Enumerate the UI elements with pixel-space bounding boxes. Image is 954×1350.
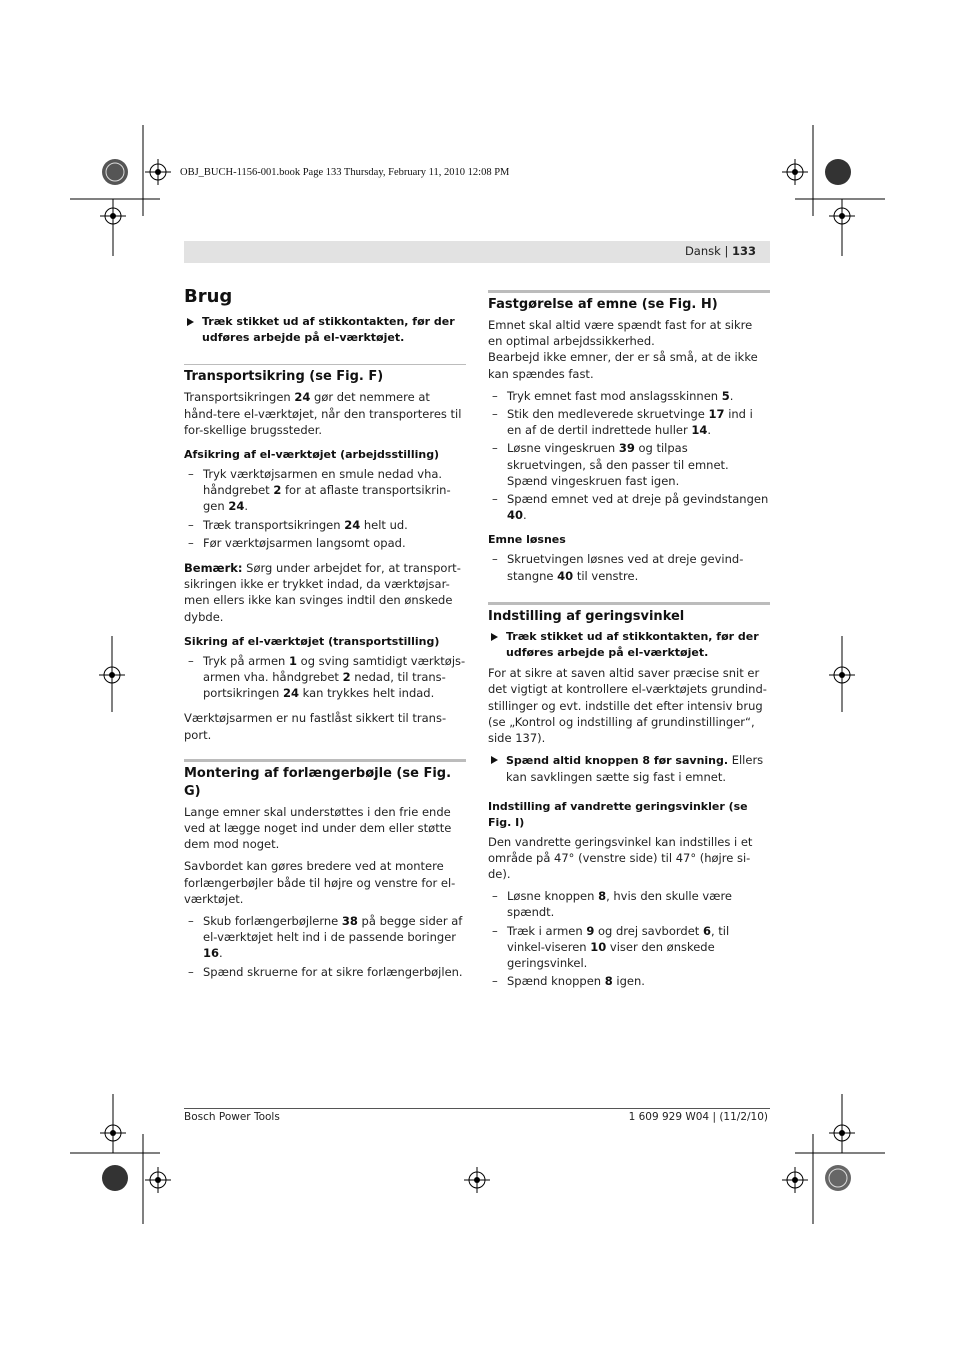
text-run: . xyxy=(729,388,734,403)
step-list xyxy=(488,388,770,524)
footer-doc-number: 1 609 929 W04 | (11/2/10) xyxy=(628,1111,768,1123)
paragraph: Savbordet kan gøres bredere ved at montere forlængerbøjler både til højre og venstre for el-værktøjet. xyxy=(184,859,456,906)
step-list xyxy=(488,888,770,989)
subheading: Emne løsnes xyxy=(488,533,566,547)
text-run: og sving samtidigt værktøjs-armen vha. håndgrebet xyxy=(203,653,466,685)
bold-reference: 9 xyxy=(586,923,595,938)
paragraph xyxy=(184,389,466,438)
text-run: Spænd skruerne for at sikre forlængerbøjlen. xyxy=(203,964,463,979)
text-run: kan trykkes helt indad. xyxy=(298,686,435,701)
dash-bullet: – xyxy=(188,653,194,668)
text-run: . xyxy=(523,508,527,523)
warning-triangle-icon xyxy=(491,756,498,764)
bold-reference: 24 xyxy=(344,517,361,532)
text-run: ind i en af de dertil indrettede huller xyxy=(507,407,753,438)
safety-warning xyxy=(184,314,466,346)
dash-bullet: – xyxy=(188,467,194,482)
bold-reference: 40 xyxy=(507,508,524,523)
section-workpiece-fixing xyxy=(488,290,770,584)
paragraph: Emnet skal altid være spændt fast for at sikre en optimal arbejdssikkerhed. xyxy=(488,318,753,349)
bold-reference: 2 xyxy=(273,483,282,498)
list-item xyxy=(184,517,466,533)
note-paragraph xyxy=(184,560,466,625)
safety-warning xyxy=(488,629,770,661)
footer-rule xyxy=(184,1108,770,1109)
warning-rest-text: Ellers kan savklingen sætte sig fast i emnet. xyxy=(506,753,764,785)
text-run: Transportsikringen xyxy=(184,390,295,405)
footer-brand: Bosch Power Tools xyxy=(184,1111,280,1123)
text-run: igen. xyxy=(612,974,645,989)
list-item xyxy=(184,913,466,962)
list-item xyxy=(184,964,466,980)
page-number: 133 xyxy=(731,244,756,258)
text-run: Før værktøjsarmen langsomt opad. xyxy=(203,535,406,550)
text-run: viser den ønskede geringsvinkel. xyxy=(507,939,715,971)
bold-reference: 40 xyxy=(557,568,574,583)
text-run: , hvis den skulle være spændt. xyxy=(507,889,732,920)
text-run: helt ud. xyxy=(360,517,408,532)
bold-reference: 24 xyxy=(228,499,245,514)
warning-triangle-icon xyxy=(491,633,498,641)
bold-reference: 6 xyxy=(702,923,711,938)
section-transport-lock xyxy=(184,364,466,742)
dash-bullet: – xyxy=(492,407,498,422)
warning-text: Træk stikket ud af stikkontakten, før der udføres arbejde på el-værktøjet. xyxy=(506,629,759,660)
left-column xyxy=(184,284,466,982)
text-run: Løsne knoppen xyxy=(507,889,599,904)
warning-text: Spænd altid knoppen 8 før savning. xyxy=(506,754,729,768)
warning-triangle-icon xyxy=(187,318,194,326)
list-item xyxy=(488,491,770,523)
text-run: til venstre. xyxy=(573,568,639,583)
subheading: Indstilling af vandrette geringsvinkler (se Fig. I) xyxy=(488,799,748,829)
bold-reference: 2 xyxy=(342,670,351,685)
list-item xyxy=(488,406,770,438)
list-item xyxy=(488,388,770,404)
paragraph: Den vandrette geringsvinkel kan indstilles i et område på 47° (venstre side) til 47° (højre si-de). xyxy=(488,834,753,882)
text-run: for at aflaste transportsikrin-gen xyxy=(203,483,451,514)
text-run: . xyxy=(219,946,223,961)
text-run: på begge sider af el-værktøjet helt ind i de passende boringer xyxy=(203,914,463,945)
section-heading: Fastgørelse af emne (se Fig. H) xyxy=(488,297,718,312)
print-info-line: OBJ_BUCH-1156-001.book Page 133 Thursday, February 11, 2010 12:08 PM xyxy=(180,167,510,178)
paragraph: Bearbejd ikke emner, der er så små, at de ikke kan spændes fast. xyxy=(488,350,758,381)
bold-reference: 24 xyxy=(282,686,299,701)
bold-reference: 8 xyxy=(598,889,607,904)
text-run: Træk transportsikringen xyxy=(203,517,345,532)
bold-reference: 14 xyxy=(691,423,708,438)
header-separator: | xyxy=(724,244,729,258)
text-run: Spænd knoppen xyxy=(507,974,605,989)
paragraph: Værktøjsarmen er nu fastlåst sikkert til trans-port. xyxy=(184,711,447,742)
text-run: Stik den medleverede skruetvinge xyxy=(507,407,709,422)
section-heading: Indstilling af geringsvinkel xyxy=(488,608,685,624)
dash-bullet: – xyxy=(492,923,498,938)
step-list xyxy=(184,466,466,551)
bold-reference: 39 xyxy=(618,441,635,456)
text-run: Skub forlængerbøjlerne xyxy=(203,914,342,929)
warning-text: Træk stikket ud af stikkontakten, før der udføres arbejde på el-værktøjet. xyxy=(202,315,455,345)
text-run: Træk i armen xyxy=(507,923,587,938)
bold-reference: 10 xyxy=(590,939,607,954)
text-run: og drej savbordet xyxy=(594,923,703,938)
bold-reference: 16 xyxy=(203,946,220,961)
text-run: , til vinkel-viseren xyxy=(507,923,730,954)
text-run: Tryk på armen xyxy=(203,653,289,668)
subheading: Sikring af el-værktøjet (transportstilling) xyxy=(184,634,440,648)
list-item xyxy=(184,466,466,515)
bold-reference: 24 xyxy=(294,390,311,405)
text-run: . xyxy=(707,423,712,438)
safety-warning xyxy=(488,752,770,786)
step-list xyxy=(488,551,770,583)
page-title: Brug xyxy=(184,286,233,307)
text-run: gør det nemmere at hånd-tere el-værktøjet, når den transporteres til for-skellige brugssteder. xyxy=(184,390,462,437)
dash-bullet: – xyxy=(188,914,194,929)
text-run: Spænd emnet ved at dreje på gevindstangen xyxy=(507,492,769,507)
section-heading: Transportsikring (se Fig. F) xyxy=(184,369,384,385)
dash-bullet: – xyxy=(492,388,498,403)
paragraph: Lange emner skal understøttes i den frie ende ved at lægge noget ind under dem eller støtte dem mod noget. xyxy=(184,804,452,852)
list-item xyxy=(488,551,770,583)
text-run: Løsne vingeskruen xyxy=(507,441,619,456)
bold-reference: 38 xyxy=(341,914,358,929)
page-header-bar xyxy=(184,241,770,263)
subheading: Afsikring af el-værktøjet (arbejdsstilling) xyxy=(184,448,440,462)
bold-reference: 5 xyxy=(721,388,730,403)
list-item xyxy=(488,888,770,920)
list-item xyxy=(184,653,466,702)
list-item xyxy=(488,973,770,989)
section-heading: Montering af forlængerbøjle (se Fig. G) xyxy=(184,765,452,799)
bold-reference: 8 xyxy=(604,974,613,989)
dash-bullet: – xyxy=(188,517,194,532)
right-column xyxy=(488,284,770,992)
text-run: nedad, til trans-portsikringen xyxy=(203,670,446,701)
step-list xyxy=(184,653,466,702)
bold-reference: 1 xyxy=(288,653,297,668)
page-header-text xyxy=(685,244,756,258)
paragraph: For at sikre at saven altid saver præcise snit er det vigtigt at kontrollere el-værktøjets grundind-stillinger og evt. indstille det efter intensiv brug (se „Kontrol og indstilling af grundinstillinger“, side 137). xyxy=(488,666,767,746)
section-extension xyxy=(184,759,466,980)
dash-bullet: – xyxy=(188,964,194,979)
list-item xyxy=(488,440,770,489)
dash-bullet: – xyxy=(492,441,498,456)
dash-bullet: – xyxy=(492,889,498,904)
header-language: Dansk xyxy=(684,244,721,258)
text-run: Tryk emnet fast mod anslagsskinnen xyxy=(507,388,722,403)
dash-bullet: – xyxy=(492,552,498,567)
dash-bullet: – xyxy=(492,974,498,989)
text-run: Skruetvingen løsnes ved at dreje gevind-stangne xyxy=(507,552,744,583)
text-run: Tryk værktøjsarmen en smule nedad vha. håndgrebet xyxy=(203,467,443,498)
text-run: . xyxy=(244,499,248,514)
section-miter-angle xyxy=(488,602,770,990)
list-item xyxy=(488,923,770,972)
text-run: og tilpas skruetvingen, så den passer til emnet. Spænd vingeskruen fast igen. xyxy=(507,441,729,488)
dash-bullet: – xyxy=(492,492,498,507)
list-item xyxy=(184,535,466,551)
text-run: Sørg under arbejdet for, at transport-sikringen ikke er trykket indad, da værktøjsar-men ellers ikke kan svinges indtil den ønskede dybde. xyxy=(184,561,461,624)
step-list xyxy=(184,913,466,980)
dash-bullet: – xyxy=(188,535,194,550)
bold-reference: Bemærk: xyxy=(184,561,243,576)
bold-reference: 17 xyxy=(708,407,725,422)
